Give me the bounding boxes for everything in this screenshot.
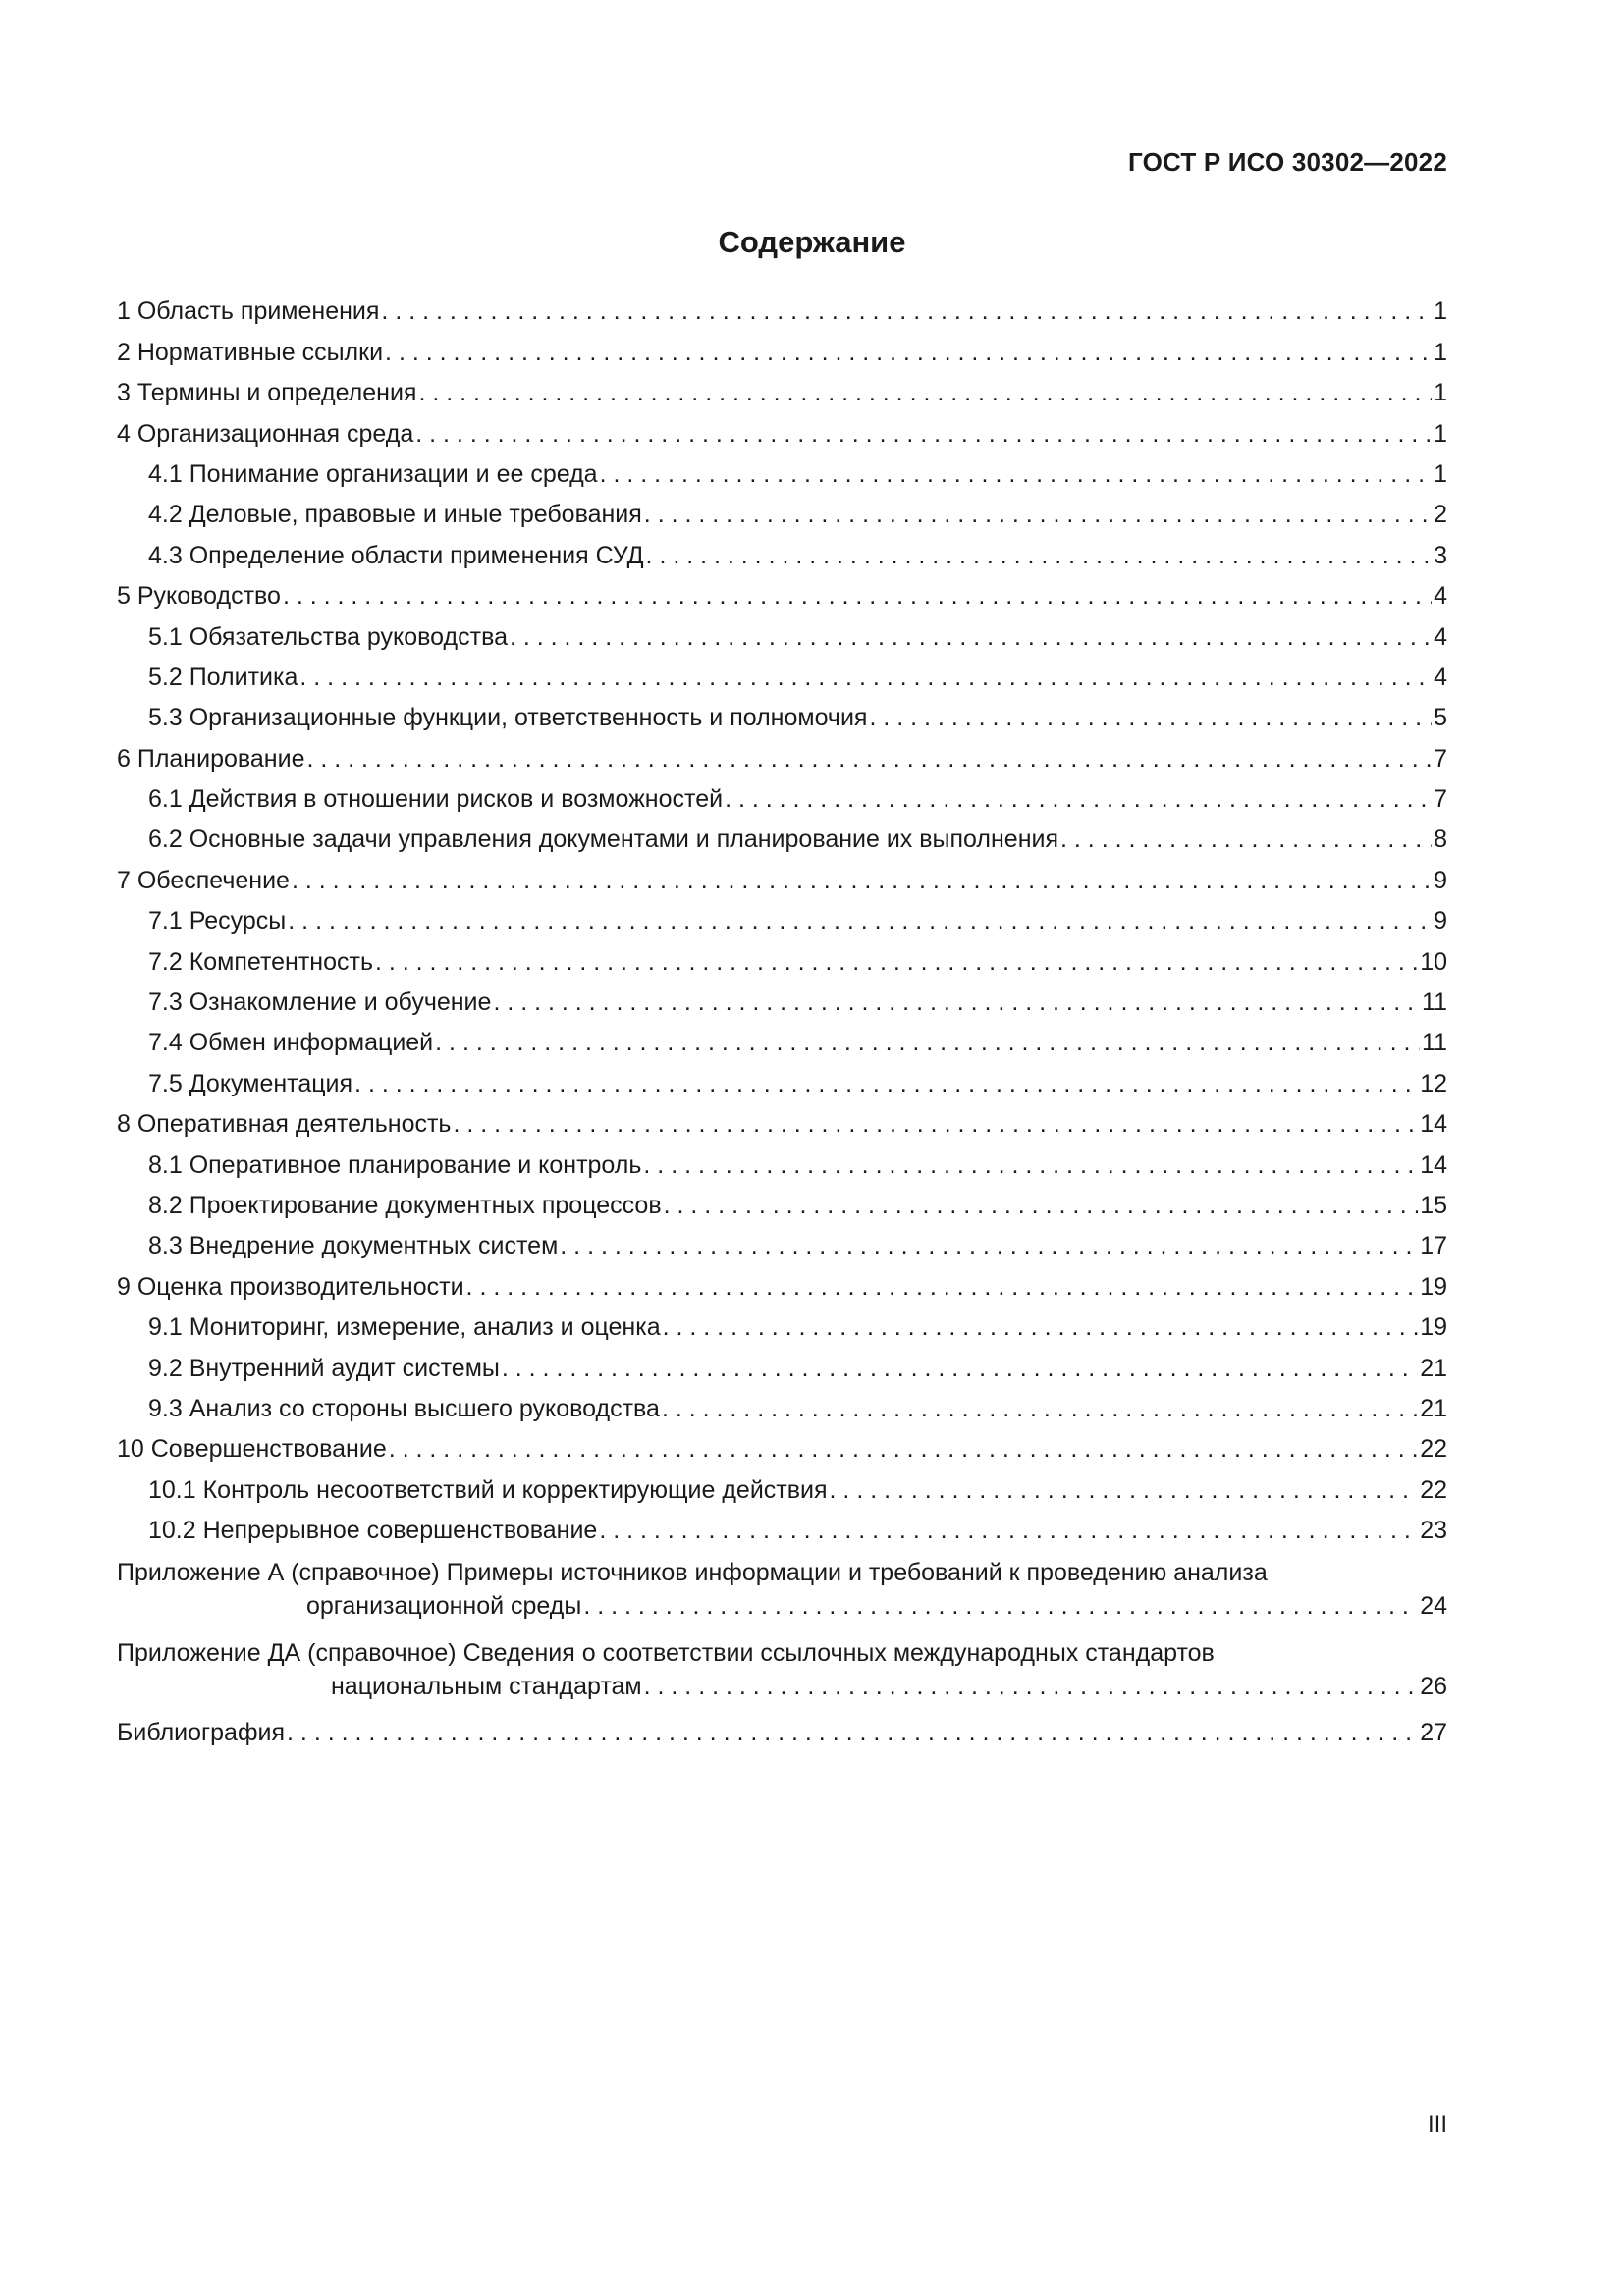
toc-subentry[interactable] [117,1140,1447,1180]
toc-entry[interactable] [117,1261,1447,1302]
toc-subentry[interactable] [117,1018,1447,1058]
toc-annex-title-line1: Приложение ДА (справочное) Сведения о соответствии ссылочных международных стандартов [117,1639,1215,1668]
toc-leader-dots [418,379,1432,406]
toc-leader-dots [453,1110,1418,1138]
toc-entry[interactable] [117,287,1447,327]
toc-leader-dots [389,1435,1418,1463]
toc-subentry[interactable] [117,774,1447,815]
toc-entry-annex-a[interactable] [117,1546,1447,1627]
toc-entry-title: 7.3 Ознакомление и обучение [148,988,492,1017]
toc-leader-dots [287,1719,1418,1746]
toc-leader-dots [283,582,1432,610]
toc-entry-title: 10.1 Контроль несоответствий и корректирующие действия [148,1475,828,1504]
toc-entry-title: 5.2 Политика [148,663,298,691]
toc-entry-page: 8 [1434,826,1447,854]
toc-entry-title: 6.1 Действия в отношении рисков и возможностей [148,785,724,814]
toc-entry-page: 27 [1420,1718,1447,1746]
toc-entry-title: 5.3 Организационные функции, ответственность и полномочия [148,704,868,732]
toc-leader-dots [643,1151,1418,1179]
toc-entry-page: 26 [1420,1673,1447,1701]
toc-subentry[interactable] [117,450,1447,490]
toc-entry-page: 4 [1434,663,1447,691]
toc-annex-title-line2: национальным стандартам [331,1673,642,1701]
toc-subentry[interactable] [117,1181,1447,1221]
toc-entry-page: 1 [1434,379,1447,407]
toc-leader-dots [354,1070,1418,1097]
toc-entry-title: 7.4 Обмен информацией [148,1029,434,1057]
toc-entry-title: 7.5 Документация [148,1069,353,1097]
toc-entry-page: 12 [1420,1069,1447,1097]
toc-leader-dots [663,1313,1419,1341]
toc-entry-page: 22 [1420,1475,1447,1504]
toc-entry-page: 11 [1422,1029,1447,1057]
toc-entry[interactable] [117,733,1447,774]
toc-entry-title: 7 Обеспечение [117,866,290,894]
toc-entry-page: 17 [1420,1232,1447,1260]
toc-entry-title: 9.1 Мониторинг, измерение, анализ и оценка [148,1313,661,1342]
toc-leader-dots [385,339,1432,366]
toc-subentry[interactable] [117,693,1447,733]
toc-leader-dots [510,623,1432,651]
toc-leader-dots [662,1395,1418,1422]
toc-leader-dots [299,664,1432,691]
toc-entry-page: 21 [1420,1354,1447,1382]
toc-entry-title: 8.1 Оперативное планирование и контроль [148,1150,642,1179]
toc-subentry[interactable] [117,896,1447,936]
toc-entry-title: 7.1 Ресурсы [148,907,287,935]
toc-annex-line2 [117,1589,1447,1623]
table-of-contents [117,287,1447,1748]
toc-entry[interactable] [117,1424,1447,1465]
toc-entry-title: 7.2 Компетентность [148,947,373,976]
toc-subentry[interactable] [117,815,1447,855]
toc-entry-title: 8.3 Внедрение документных систем [148,1232,559,1260]
toc-leader-dots [466,1273,1419,1301]
toc-entry-page: 19 [1420,1272,1447,1301]
toc-entry-page: 22 [1420,1435,1447,1464]
toc-entry-title: 9.2 Внутренний аудит системы [148,1354,500,1382]
toc-subentry[interactable] [117,530,1447,570]
toc-leader-dots [375,948,1418,976]
page-number: III [1427,2111,1447,2138]
toc-subentry[interactable] [117,1465,1447,1505]
toc-entry-annex-da[interactable] [117,1627,1447,1707]
toc-leader-dots [869,704,1432,731]
toc-leader-dots [502,1355,1418,1382]
toc-entry-title: 6.2 Основные задачи управления документами и планирование их выполнения [148,826,1059,854]
toc-subentry[interactable] [117,612,1447,652]
toc-entry-title: 8.2 Проектирование документных процессов [148,1191,662,1219]
toc-entry-page: 19 [1420,1313,1447,1342]
toc-entry-title: 4.3 Определение области применения СУД [148,541,644,569]
toc-subentry[interactable] [117,1343,1447,1383]
toc-annex-title-line2: организационной среды [306,1592,582,1621]
toc-leader-dots [1060,826,1432,853]
toc-entry-page: 7 [1434,785,1447,814]
toc-entry-title: 9.3 Анализ со стороны высшего руководства [148,1394,660,1422]
toc-entry-page: 2 [1434,501,1447,529]
toc-entry-title: 4 Организационная среда [117,419,414,448]
toc-entry-page: 5 [1434,704,1447,732]
toc-leader-dots [415,420,1432,448]
toc-entry-page: 1 [1434,338,1447,366]
toc-subentry[interactable] [117,1506,1447,1546]
toc-leader-dots [646,542,1433,569]
toc-entry-page: 21 [1420,1394,1447,1422]
toc-entry-page: 7 [1434,744,1447,773]
toc-entry-title: 2 Нормативные ссылки [117,338,384,366]
toc-subentry[interactable] [117,1384,1447,1424]
toc-entry-title: 10 Совершенствование [117,1435,387,1464]
toc-entry[interactable] [117,327,1447,367]
toc-entry-page: 23 [1420,1517,1447,1545]
toc-entry-title: 5.1 Обязательства руководства [148,622,508,651]
toc-entry-page: 15 [1420,1191,1447,1219]
toc-entry[interactable] [117,368,1447,408]
toc-entry-page: 10 [1420,947,1447,976]
toc-subentry[interactable] [117,653,1447,693]
toc-leader-dots [306,745,1432,773]
toc-entry-page: 11 [1422,988,1447,1017]
toc-subentry[interactable] [117,978,1447,1018]
toc-entry[interactable] [117,855,1447,895]
toc-subentry[interactable] [117,1221,1447,1261]
toc-annex-title-line1: Приложение А (справочное) Примеры источников информации и требований к проведению анализа [117,1559,1268,1587]
toc-entry-title: 3 Термины и определения [117,379,417,407]
toc-entry[interactable] [117,1099,1447,1140]
toc-entry-page: 1 [1434,419,1447,448]
toc-entry-page: 1 [1434,297,1447,326]
toc-leader-dots [599,1517,1418,1544]
toc-subentry[interactable] [117,1058,1447,1098]
toc-leader-dots [292,867,1432,894]
toc-entry-title: 4.1 Понимание организации и ее среда [148,459,598,488]
toc-subentry[interactable] [117,1303,1447,1343]
toc-entry-title: 10.2 Непрерывное совершенствование [148,1517,598,1545]
toc-annex-line2 [117,1670,1447,1703]
toc-leader-dots [644,1670,1419,1703]
toc-leader-dots [830,1476,1419,1504]
toc-entry-page: 9 [1434,866,1447,894]
toc-leader-dots [493,988,1420,1016]
toc-entry[interactable] [117,408,1447,449]
toc-entry-page: 1 [1434,459,1447,488]
toc-entry-page: 3 [1434,541,1447,569]
toc-entry-title: 9 Оценка производительности [117,1272,464,1301]
toc-entry-page: 4 [1434,582,1447,611]
toc-entry-title: 6 Планирование [117,744,305,773]
toc-entry-title: 4.2 Деловые, правовые и иные требования [148,501,642,529]
toc-leader-dots [664,1192,1419,1219]
toc-entry-title: 8 Оперативная деятельность [117,1110,452,1139]
toc-subentry[interactable] [117,490,1447,530]
toc-entry-bibliography[interactable] [117,1707,1447,1747]
toc-leader-dots [600,460,1433,488]
toc-leader-dots [288,907,1432,934]
toc-entry-page: 14 [1420,1110,1447,1139]
toc-entry-page: 24 [1420,1592,1447,1621]
toc-leader-dots [560,1232,1418,1259]
toc-entry-title: 5 Руководство [117,582,281,611]
toc-entry-page: 9 [1434,907,1447,935]
toc-entry-page: 14 [1420,1150,1447,1179]
document-code: ГОСТ Р ИСО 30302—2022 [1127,147,1447,177]
toc-entry-title: 1 Область применения [117,297,380,326]
toc-leader-dots [725,785,1432,813]
toc-leader-dots [583,1589,1418,1623]
toc-entry-page: 4 [1434,622,1447,651]
toc-leader-dots [435,1029,1420,1056]
toc-entry[interactable] [117,571,1447,612]
toc-entry-title: Библиография [117,1718,286,1746]
toc-leader-dots [381,297,1432,325]
toc-leader-dots [644,501,1432,528]
toc-subentry[interactable] [117,936,1447,977]
toc-title: Содержание [718,225,906,259]
